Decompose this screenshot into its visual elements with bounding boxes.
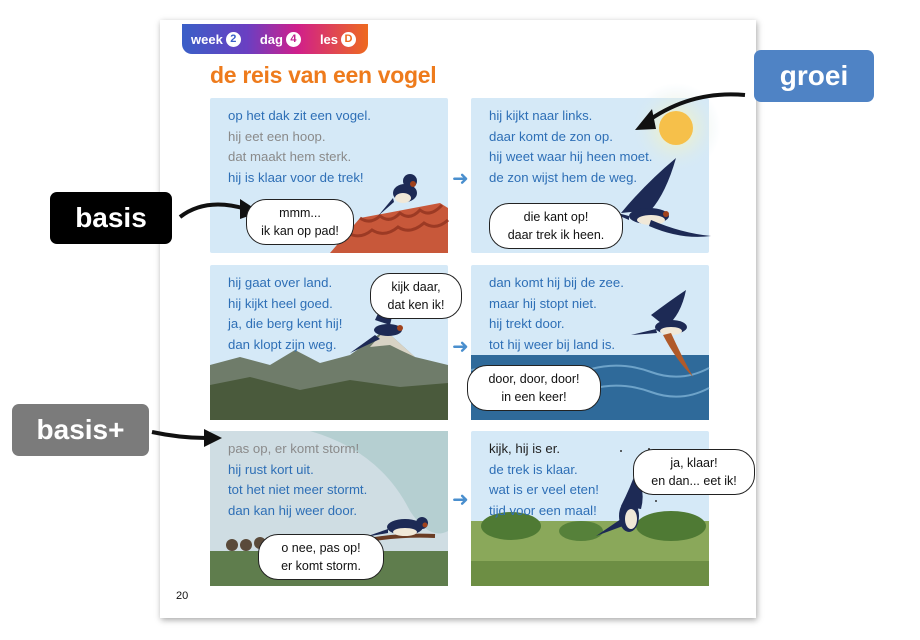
story-text-5 bbox=[228, 439, 367, 521]
story-line: dan kan hij weer door. bbox=[228, 502, 358, 518]
story-line: hij is klaar voor de trek! bbox=[228, 169, 364, 185]
tab-week-number: 2 bbox=[226, 32, 241, 47]
bubble-line: mmm... bbox=[279, 206, 321, 220]
tab-dag bbox=[260, 32, 301, 47]
callout-basis: basis bbox=[50, 192, 172, 244]
bubble-line: door, door, door! bbox=[488, 372, 580, 386]
callout-groei: groei bbox=[754, 50, 874, 102]
tab-les-number: D bbox=[341, 32, 356, 47]
story-line: hij eet een hoop. bbox=[228, 128, 326, 144]
bubble-line: o nee, pas op! bbox=[281, 541, 361, 555]
story-line: hij trekt door. bbox=[489, 316, 565, 332]
story-line: hij kijkt heel goed. bbox=[228, 295, 333, 311]
story-line: dan komt hij bij de zee. bbox=[489, 275, 624, 290]
story-line: op het dak zit een vogel. bbox=[228, 108, 371, 123]
speech-bubble-3 bbox=[370, 273, 462, 319]
story-line: hij kijkt naar links. bbox=[489, 108, 593, 123]
tab-les-label: les bbox=[319, 31, 339, 47]
next-arrow-icon: ➜ bbox=[452, 168, 469, 190]
story-line: ja, die berg kent hij! bbox=[228, 316, 343, 332]
story-line: tot het niet meer stormt. bbox=[228, 482, 368, 498]
story-line: tijd voor een maal! bbox=[489, 502, 597, 518]
speech-bubble-5 bbox=[258, 534, 384, 580]
bubble-line: en dan... eet ik! bbox=[651, 474, 737, 488]
page-number: 20 bbox=[176, 590, 189, 602]
next-arrow-icon: ➜ bbox=[452, 489, 469, 511]
story-line: pas op, er komt storm! bbox=[228, 441, 360, 456]
story-panel-5 bbox=[210, 431, 448, 586]
speech-bubble-2 bbox=[489, 203, 623, 249]
story-line: tot hij weer bij land is. bbox=[489, 336, 616, 352]
story-panel-4 bbox=[471, 265, 709, 420]
story-line: daar komt de zon op. bbox=[489, 128, 613, 144]
page-title: de reis van een vogel bbox=[210, 62, 437, 88]
bubble-line: in een keer! bbox=[501, 390, 567, 404]
tab-week bbox=[191, 32, 241, 47]
story-line: wat is er veel eten! bbox=[489, 482, 599, 498]
basis-plus-pointer-arrow-icon bbox=[150, 426, 225, 450]
story-line: hij weet waar hij heen moet. bbox=[489, 149, 653, 165]
next-arrow-icon: ➜ bbox=[452, 336, 469, 358]
tab-week-label: week bbox=[191, 31, 223, 47]
story-line: dan klopt zijn weg. bbox=[228, 336, 337, 352]
speech-bubble-4 bbox=[467, 365, 601, 411]
speech-bubble-6 bbox=[633, 449, 755, 495]
story-line: de zon wijst hem de weg. bbox=[489, 169, 638, 185]
story-text-1 bbox=[228, 106, 371, 188]
speech-bubble-1 bbox=[246, 199, 354, 245]
story-line: kijk, hij is er. bbox=[489, 441, 561, 456]
bubble-line: kijk daar, bbox=[391, 280, 441, 294]
lesson-tab-bar bbox=[182, 24, 368, 54]
tab-dag-number: 4 bbox=[286, 32, 301, 47]
story-text-6 bbox=[489, 439, 599, 521]
bubble-line: ja, klaar! bbox=[670, 456, 718, 470]
story-text-4 bbox=[489, 273, 624, 355]
story-panel-1 bbox=[210, 98, 448, 253]
bubble-line: daar trek ik heen. bbox=[507, 228, 605, 242]
story-line: hij gaat over land. bbox=[228, 275, 333, 290]
story-line: hij rust kort uit. bbox=[228, 461, 314, 477]
story-line: dat maakt hem sterk. bbox=[228, 149, 352, 165]
bubble-line: dat ken ik! bbox=[387, 298, 445, 312]
bubble-line: die kant op! bbox=[523, 210, 589, 224]
story-text-3 bbox=[228, 273, 342, 355]
tab-les bbox=[320, 32, 356, 47]
bubble-line: ik kan op pad! bbox=[261, 224, 339, 238]
story-panel-6 bbox=[471, 431, 737, 586]
tab-dag-label: dag bbox=[259, 31, 283, 47]
story-panel-3 bbox=[210, 265, 448, 420]
story-text-2 bbox=[489, 106, 652, 188]
story-line: maar hij stopt niet. bbox=[489, 295, 597, 311]
bubble-line: er komt storm. bbox=[281, 559, 361, 573]
story-line: de trek is klaar. bbox=[489, 461, 578, 477]
callout-basis-plus: basis+ bbox=[12, 404, 149, 456]
